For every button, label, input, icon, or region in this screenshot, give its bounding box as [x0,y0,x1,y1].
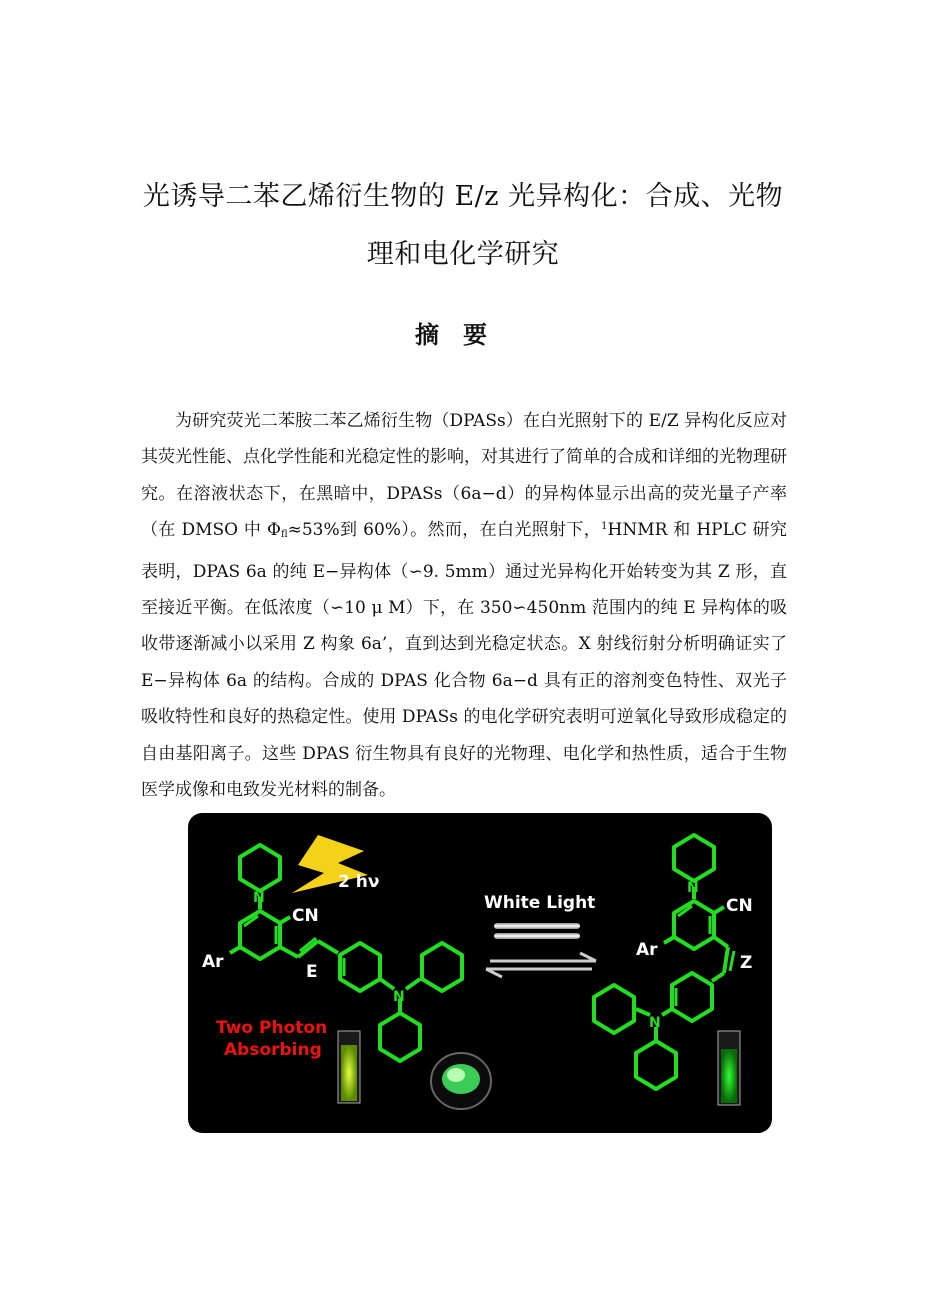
two-photon-line-2: Absorbing [224,1040,322,1060]
left-n-phenyl-a [422,943,462,991]
abstract-part-2: ≈53%到 60%）。然而，在白光照射下， [287,520,602,541]
nmr-superscript: 1 [601,521,608,533]
photon-label: 2 hν [338,872,380,892]
two-photon-line-1: Two Photon [216,1018,328,1038]
right-piperidine-ring [674,835,714,881]
left-phenyl-ring [340,943,380,991]
left-label-n: N [253,890,265,906]
title-line-1: 光诱导二苯乙烯衍生物的 E/z 光异构化：合成、光物 [142,181,784,212]
right-label-n2: N [649,1015,661,1031]
right-label-cn: CN [726,896,753,916]
equilibrium-arrows-icon [486,953,596,977]
left-cuvette [338,1031,360,1103]
left-label-n2: N [393,989,405,1005]
graphical-abstract-figure [188,813,772,1133]
right-molecule [594,835,734,1089]
right-n-phenyl-b [636,1041,676,1089]
left-label-e: E [306,962,318,982]
two-photon-text [216,1018,327,1060]
powder-dish [431,1053,491,1109]
abstract-heading: 摘要 [415,321,511,349]
white-light-label: White Light [484,893,596,913]
figure-svg [188,813,772,1133]
title-line-2: 理和电化学研究 [366,239,560,270]
right-cuvette [718,1031,740,1105]
phi-subscript: fl [280,529,288,541]
left-label-ar: Ar [202,952,224,972]
page-title [130,168,796,284]
abstract-text [141,403,787,808]
lamp-icon [494,923,580,939]
left-core-ring [240,911,280,959]
left-piperidine-ring [240,845,280,891]
abstract-part-1: 为研究荧光二苯胺二苯乙烯衍生物（DPASs）在白光照射下的 E/Z 异构化反应对其荧光性能、点化学性能和光稳定性的影响，对其进行了简单的合成和详细的光物理研究。在溶液状态下，在黑暗中，DPASs（6a−d）的异构体显示出高的荧光量子产率（在 DMSO 中 Φ [141,411,787,541]
left-label-cn: CN [292,906,319,926]
left-n-phenyl-b [380,1013,420,1061]
right-label-n: N [687,880,699,896]
abstract-part-3: HNMR 和 HPLC 研究表明，DPAS 6a 的纯 E−异构体（∽9. 5mm）通过光异构化开始转变为其 Z 形，直至接近平衡。在低浓度（∽10 μ M）下，在 350∽450nm 范围内的纯 E 异构体的吸收带逐渐减小以采用 Z 构象 6a’，直到达到光稳定状态。X 射线衍射分析明确证实了 E−异构体 6a 的结构。合成的 DPAS 化合物 6a−d 具有正的溶剂变色特性、双光子吸收特性和良好的热稳定性。使用 DPASs 的电化学研究表明可逆氧化导致形成稳定的自由基阳离子。这些 DPAS 衍生物具有良好的光物理、电化学和热性质，适合于生物医学成像和电致发光材料的制备。 [141,520,788,801]
right-label-ar: Ar [636,940,658,960]
right-label-z: Z [740,953,753,973]
right-core-ring [674,901,714,949]
right-n-phenyl-a [594,985,634,1033]
right-phenyl-ring [672,973,712,1021]
